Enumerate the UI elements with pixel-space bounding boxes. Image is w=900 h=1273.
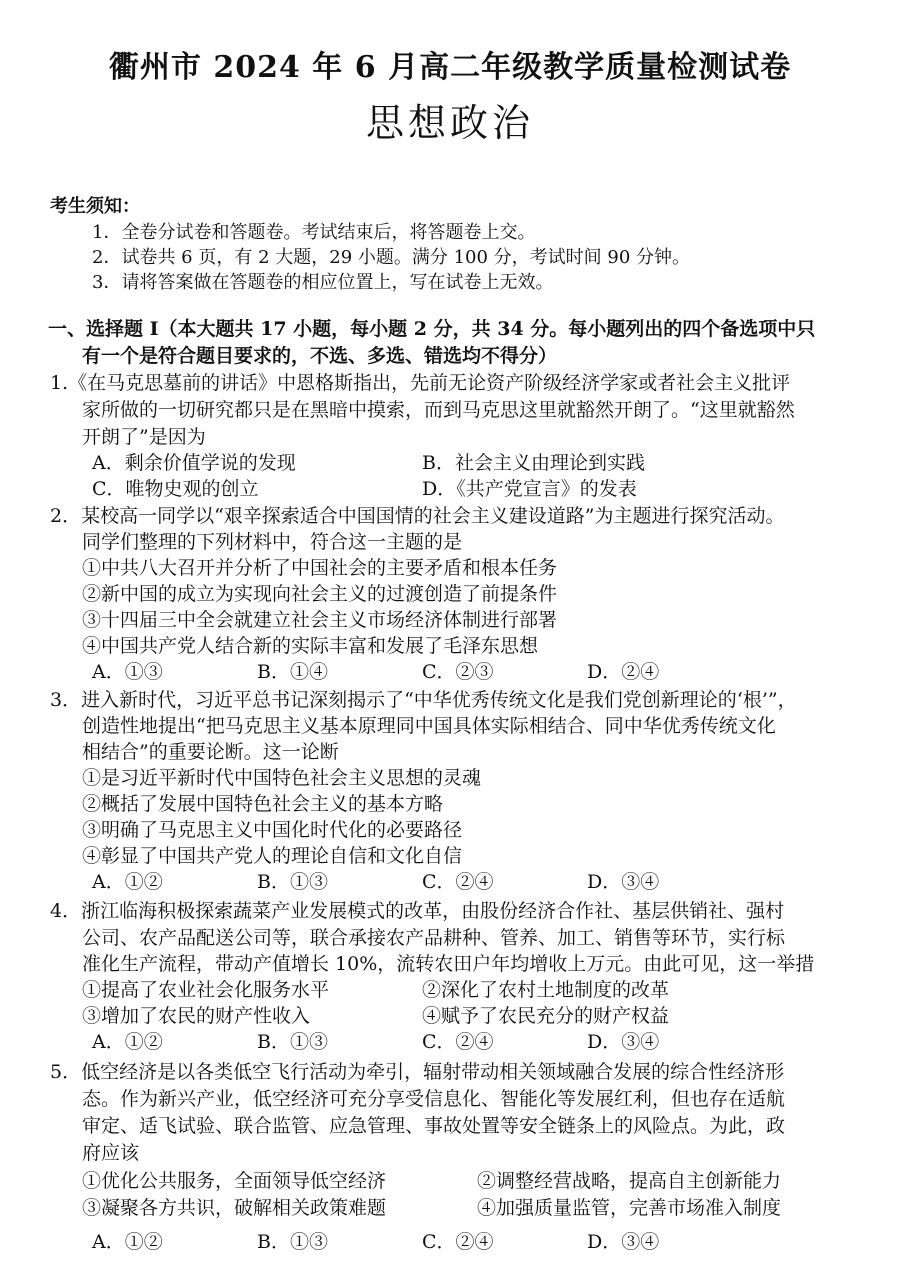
option-d[interactable]: D．③④ [587,1231,660,1253]
option-b[interactable]: B．①③ [257,871,328,893]
question-2-stem: 2．某校高一同学以“艰辛探索适合中国国情的社会主义建设道路”为主题进行探究活动。 [50,505,785,527]
option-a[interactable]: A．剩余价值学说的发现 [92,452,296,474]
question-5-stem: 态。作为新兴产业，低空经济可充分享受信息化、智能化等发展红利，但也存在适航 [82,1088,786,1110]
question-5-stem: 5．低空经济是以各类低空飞行活动为牵引，辐射带动相关领域融合发展的综合性经济形 [50,1061,785,1083]
statement-3: ③凝聚各方共识，破解相关政策难题 [82,1197,387,1219]
question-4-stem: 4．浙江临海积极探索蔬菜产业发展模式的改革，由股份经济合作社、基层供销社、强村 [50,900,785,922]
question-2-statement: ④中国共产党人结合新的实际丰富和发展了毛泽东思想 [82,635,539,657]
option-c[interactable]: C．②④ [422,1231,494,1253]
question-3-statement: ①是习近平新时代中国特色社会主义思想的灵魂 [82,767,482,789]
statement-4: ④赋予了农民充分的财产权益 [422,1005,670,1027]
exam-title: 衢州市 2024 年 6 月高二年级教学质量检测试卷 [108,50,792,85]
option-d[interactable]: D．③④ [587,1031,660,1053]
option-b[interactable]: B．①③ [257,1031,328,1053]
option-b[interactable]: B．社会主义由理论到实践 [422,452,645,474]
notice-item: 1．全卷分试卷和答题卷。考试结束后，将答题卷上交。 [92,222,536,243]
option-d[interactable]: D．③④ [587,871,660,893]
option-d[interactable]: D．《共产党宣言》的发表 [422,478,637,500]
question-1-stem: 家所做的一切研究都只是在黑暗中摸索，而到马克思这里就豁然开朗了。“这里就豁然 [82,399,795,421]
statement-1: ①优化公共服务，全面领导低空经济 [82,1170,387,1192]
statement-2: ②调整经营战略，提高自主创新能力 [477,1170,782,1192]
option-a[interactable]: A．①③ [92,661,163,683]
notice-heading: 考生须知： [50,196,140,217]
question-3-statement: ②概括了发展中国特色社会主义的基本方略 [82,793,444,815]
option-c[interactable]: C．唯物史观的创立 [92,478,259,500]
question-2-statement: ③十四届三中全会就建立社会主义市场经济体制进行部署 [82,609,558,631]
subject-title: 思想政治 [365,101,534,145]
statement-1: ①提高了农业社会化服务水平 [82,979,330,1001]
option-c[interactable]: C．②③ [422,661,494,683]
question-3-stem: 相结合”的重要论断。这一论断 [82,741,339,763]
option-b[interactable]: B．①③ [257,1231,328,1253]
question-3-stem: 3．进入新时代，习近平总书记深刻揭示了“中华优秀传统文化是我们党创新理论的‘根’”， [50,689,797,711]
statement-3: ③增加了农民的财产性收入 [82,1005,311,1027]
question-5-stem: 审定、适飞试验、联合监管、应急管理、事故处置等安全链条上的风险点。为此，政 [82,1115,786,1137]
question-2-stem: 同学们整理的下列材料中，符合这一主题的是 [82,531,463,553]
question-3-statement: ④彰显了中国共产党人的理论自信和文化自信 [82,845,463,867]
option-a[interactable]: A．①② [92,1231,163,1253]
statement-4: ④加强质量监管，完善市场准入制度 [477,1197,782,1219]
statement-2: ②深化了农村土地制度的改革 [422,979,670,1001]
question-3-statement: ③明确了马克思主义中国化时代化的必要路径 [82,819,463,841]
notice-item: 3．请将答案做在答题卷的相应位置上，写在试卷上无效。 [92,272,554,293]
question-5-stem: 府应该 [82,1142,140,1164]
section-heading: 有一个是符合题目要求的，不选、多选、错选均不得分） [82,345,558,367]
option-c[interactable]: C．②④ [422,1031,494,1053]
option-c[interactable]: C．②④ [422,871,494,893]
option-d[interactable]: D．②④ [587,661,660,683]
option-a[interactable]: A．①② [92,1031,163,1053]
section-heading: 一、选择题 I（本大题共 17 小题，每小题 2 分，共 34 分。每小题列出的四个备选项中只 [48,318,816,340]
question-4-stem: 公司、农产品配送公司等，联合承接农产品耕种、管养、加工、销售等环节，实行标 [82,927,786,949]
question-3-stem: 创造性地提出“把马克思主义基本原理同中国具体实际相结合、同中华优秀传统文化 [82,715,776,737]
question-2-statement: ①中共八大召开并分析了中国社会的主要矛盾和根本任务 [82,557,558,579]
option-a[interactable]: A．①② [92,871,163,893]
question-1-stem: 1.《在马克思墓前的讲话》中恩格斯指出，先前无论资产阶级经济学家或者社会主义批评 [50,372,791,394]
notice-item: 2．试卷共 6 页，有 2 大题，29 小题。满分 100 分，考试时间 90 分钟。 [92,247,691,268]
question-1-stem: 开朗了”是因为 [82,426,206,448]
question-4-stem: 准化生产流程，带动产值增长 10%，流转农田户年均增收上万元。由此可见，这一举措 [82,953,815,975]
question-2-statement: ②新中国的成立为实现向社会主义的过渡创造了前提条件 [82,583,558,605]
option-b[interactable]: B．①④ [257,661,328,683]
